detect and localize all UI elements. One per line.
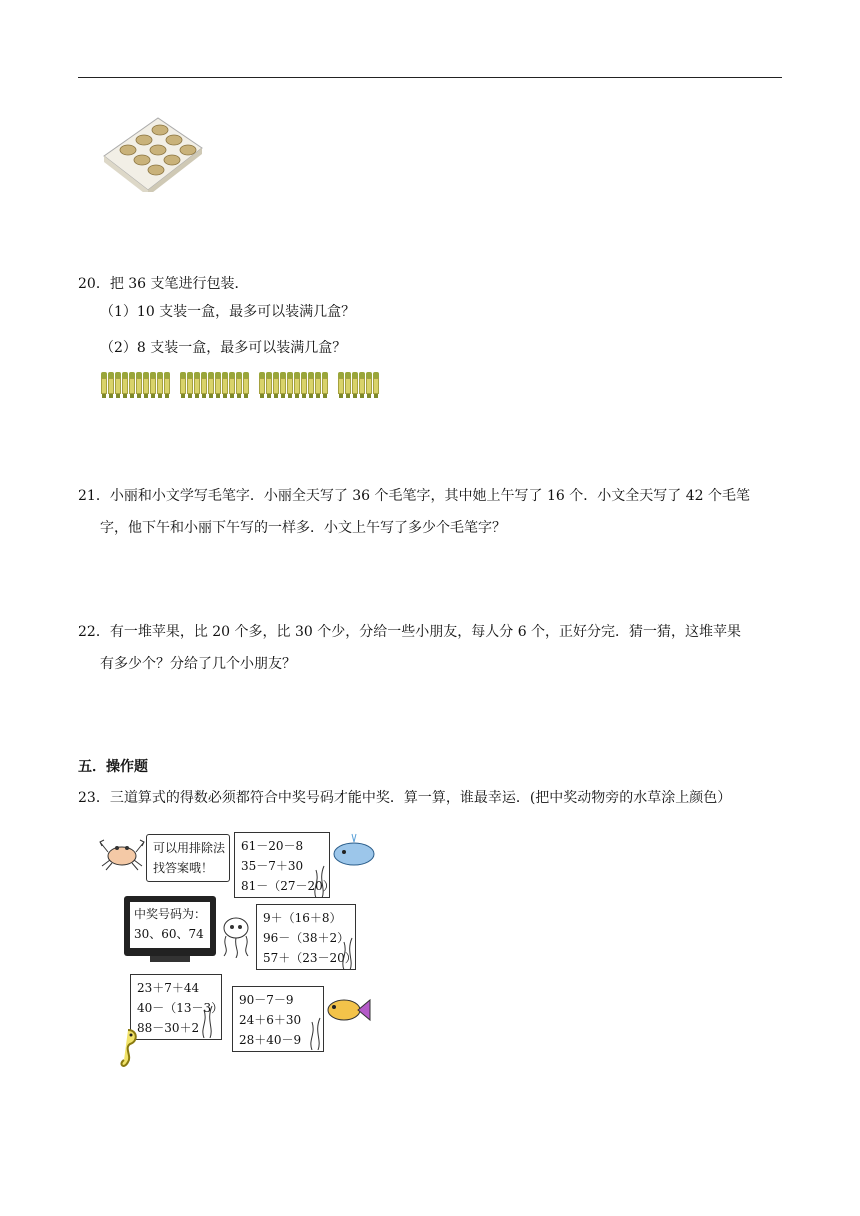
pen-icon	[187, 372, 193, 398]
pen-icon	[129, 372, 135, 398]
tray-illustration	[98, 104, 204, 192]
pen-icon	[236, 372, 242, 398]
jellyfish-equations: 9＋（16＋8） 96－（38＋2） 57＋（23－20）	[256, 904, 356, 970]
pen-icon	[359, 372, 365, 398]
crab-icon	[98, 832, 146, 872]
pen-group	[180, 372, 249, 402]
pen-group	[101, 372, 170, 402]
q23-illustration	[98, 824, 380, 1074]
pen-icon	[150, 372, 156, 398]
pen-icon	[164, 372, 170, 398]
pen-icon	[280, 372, 286, 398]
fish-icon	[324, 992, 372, 1028]
pen-group	[259, 372, 328, 402]
tv-stand	[150, 956, 190, 962]
whale-icon	[330, 830, 378, 870]
seaweed-icon	[306, 1016, 326, 1050]
seaweed-icon	[338, 936, 358, 970]
pen-icon	[201, 372, 207, 398]
pen-icon	[215, 372, 221, 398]
pen-icon	[352, 372, 358, 398]
q21-line2: 字，他下午和小丽下午写的一样多．小文上午写了多少个毛笔字？	[100, 520, 506, 536]
pen-icon	[338, 372, 344, 398]
seaweed-icon	[198, 1004, 218, 1038]
pen-icon	[315, 372, 321, 398]
pen-icon	[229, 372, 235, 398]
pen-icon	[180, 372, 186, 398]
pen-icon	[259, 372, 265, 398]
seaweed-icon	[310, 864, 330, 898]
pen-icon	[157, 372, 163, 398]
pen-group	[338, 372, 379, 402]
pen-icon	[122, 372, 128, 398]
jellyfish-icon	[216, 914, 256, 958]
pen-icon	[222, 372, 228, 398]
pen-icon	[273, 372, 279, 398]
pen-icon	[108, 372, 114, 398]
pen-icon	[345, 372, 351, 398]
section-title: 五．操作题	[78, 759, 148, 775]
pen-icon	[366, 372, 372, 398]
seahorse-equations: 23＋7＋44 40－（13－3） 88－30＋2	[130, 974, 222, 1040]
pen-icon	[194, 372, 200, 398]
q20-title: 20．把 36 支笔进行包装．	[78, 276, 249, 292]
pen-icon	[243, 372, 249, 398]
whale-equations: 61－20－8 35－7＋30 81－（27－20）	[234, 832, 330, 898]
seahorse-icon	[114, 1026, 142, 1072]
pen-icon	[373, 372, 379, 398]
q20-sub1: （1）10 支装一盒，最多可以装满几盒？	[100, 304, 356, 320]
pen-icon	[301, 372, 307, 398]
pen-icon	[308, 372, 314, 398]
pen-icon	[322, 372, 328, 398]
pen-icon	[136, 372, 142, 398]
q22-line1: 22．有一堆苹果，比 20 个多，比 30 个少，分给一些小朋友，每人分 6 个，正好分完．猜一猜，这堆苹果	[78, 624, 742, 640]
pen-icon	[294, 372, 300, 398]
q21-line1: 21．小丽和小文学写毛笔字．小丽全天写了 36 个毛笔字，其中她上午写了 16 个．小文全天写了 42 个毛笔	[78, 488, 750, 504]
pen-icon	[143, 372, 149, 398]
q23-line1: 23．三道算式的得数必须都符合中奖号码才能中奖．算一算，谁最幸运．(把中奖动物旁的水草涂上颜色）	[78, 790, 732, 806]
pens-illustration	[101, 372, 379, 402]
crab-speech: 可以用排除法 找答案哦！	[146, 834, 230, 882]
header-rule	[78, 77, 782, 78]
pen-icon	[101, 372, 107, 398]
fish-equations: 90－7－9 24＋6＋30 28＋40－9	[232, 986, 324, 1052]
pen-icon	[266, 372, 272, 398]
tv-screen: 中奖号码为： 30、60、74	[124, 896, 216, 956]
pen-icon	[287, 372, 293, 398]
q22-line2: 有多少个？分给了几个小朋友？	[100, 656, 296, 672]
q20-sub2: （2）8 支装一盒，最多可以装满几盒？	[100, 340, 347, 356]
pen-icon	[208, 372, 214, 398]
pen-icon	[115, 372, 121, 398]
